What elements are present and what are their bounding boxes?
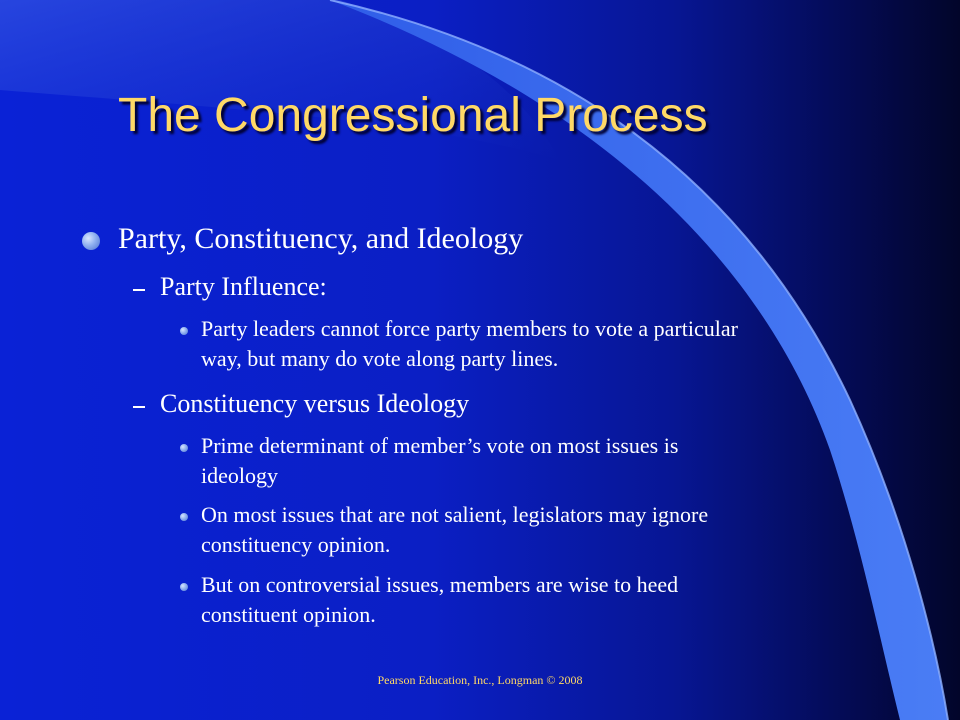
- slide-title: The Congressional Process: [118, 89, 708, 142]
- bullet-dot-icon: [180, 513, 188, 521]
- bullet-text-line: ideology: [201, 463, 278, 488]
- bullet-dot-icon: [180, 444, 188, 452]
- bullet-text-line: On most issues that are not salient, legislators may ignore: [201, 502, 709, 527]
- bullet-dot-icon: [82, 232, 100, 250]
- bullet-text-line: constituency opinion.: [201, 532, 391, 557]
- slide-footer: Pearson Education, Inc., Longman © 2008: [377, 673, 583, 687]
- bullet-text-line: way, but many do vote along party lines.: [201, 346, 559, 371]
- bullet-text-line: But on controversial issues, members are wise to heed: [201, 572, 679, 597]
- bullet-text-line: constituent opinion.: [201, 602, 376, 627]
- bullet-dot-icon: [180, 327, 188, 335]
- bullet-dot-icon: [180, 583, 188, 591]
- subheading-party-influence: Party Influence:: [160, 272, 327, 301]
- subheading-constituency-ideology: Constituency versus Ideology: [160, 389, 470, 418]
- bullet-level1-text: Party, Constituency, and Ideology: [118, 222, 524, 255]
- bullet-text-line: Party leaders cannot force party members to vote a particular: [201, 316, 738, 341]
- dash-icon: [133, 289, 145, 291]
- bullet-text-line: Prime determinant of member’s vote on most issues is: [201, 433, 679, 458]
- dash-icon: [133, 406, 145, 408]
